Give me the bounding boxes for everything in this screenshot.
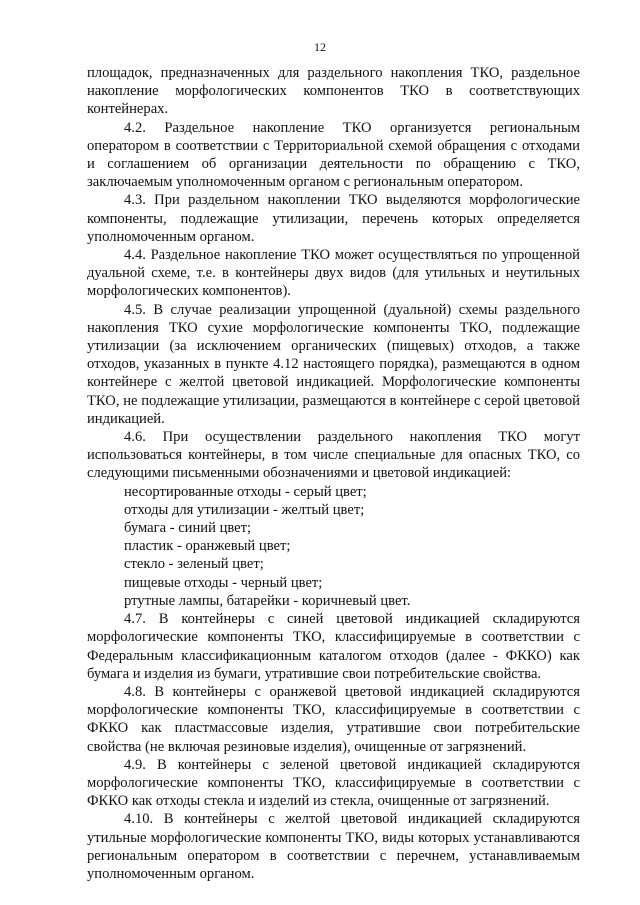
list-item: стекло - зеленый цвет; [124, 556, 264, 573]
paragraph-4-2: 4.2. Раздельное накопление ТКО организуется региональным оператором в соответствии с Территориальной схемой обращения с отходами и соглашением об организации деятельности по обращению с ТКО, заключаемым уполномоченным органом с региональным оператором. [87, 119, 580, 191]
list-item: пищевые отходы - черный цвет; [124, 574, 323, 591]
paragraph-continuation: площадок, предназначенных для раздельного накопления ТКО, раздельное накопление морфологических компонентов ТКО в соответствующих контейнерах. [87, 65, 580, 118]
list-item: ртутные лампы, батарейки - коричневый цвет. [124, 592, 411, 609]
paragraph-4-8: 4.8. В контейнеры с оранжевой цветовой индикацией складируются морфологические компоненты ТКО, классифицируемые в соответствии с ФККО как пластмассовые изделия, утратившие свои потребительские свойства (не включая резиновые изделия), очищенные от загрязнений. [87, 683, 580, 755]
page-number: 12 [314, 40, 326, 54]
list-item: отходы для утилизации - желтый цвет; [124, 501, 365, 518]
list-item: бумага - синий цвет; [124, 520, 252, 537]
list-item: пластик - оранжевый цвет; [124, 538, 291, 555]
paragraph-4-7: 4.7. В контейнеры с синей цветовой индикацией складируются морфологические компоненты ТКО, классифицируемые в соответствии с Федеральным классификационным каталогом отходов (далее - ФККО) как бумага и изделия из бумаги, утратившие свои потребительские свойства. [87, 611, 580, 682]
paragraph-4-3: 4.3. При раздельном накоплении ТКО выделяются морфологические компоненты, подлежащие утилизации, перечень которых определяется уполномоченным органом. [87, 192, 580, 245]
list-item: несортированные отходы - серый цвет; [124, 483, 367, 500]
paragraph-4-4: 4.4. Раздельное накопление ТКО может осуществляться по упрощенной дуальной схеме, т.е. в контейнеры двух видов (для утильных и неутильных морфологических компонентов). [87, 247, 580, 300]
paragraph-4-5: 4.5. В случае реализации упрощенной (дуальной) схемы раздельного накопления ТКО сухие морфологические компоненты ТКО, подлежащие утилизации (за исключением органических (пищевых) отходов, а также отходов, указанных в пункте 4.12 настоящего порядка), размещаются в одном контейнере с желтой цветовой индикацией. Морфологические компоненты ТКО, не подлежащие утилизации, размещаются в контейнере с серой цветовой индикацией. [87, 301, 580, 427]
paragraph-4-6: 4.6. При осуществлении раздельного накопления ТКО могут использоваться контейнеры, в том числе специальные для опасных ТКО, со следующими письменными обозначениями и цветовой индикацией: [87, 429, 580, 482]
paragraph-4-9: 4.9. В контейнеры с зеленой цветовой индикацией складируются морфологические компоненты ТКО, классифицируемые в соответствии с ФККО как отходы стекла и изделий из стекла, очищенные от загрязнений. [87, 756, 580, 810]
document-body [87, 64, 580, 883]
paragraph-4-10: 4.10. В контейнеры с желтой цветовой индикацией складируются утильные морфологические компоненты ТКО, виды которых устанавливаются региональным оператором в соответствии с перечнем, устанавливаемым уполномоченным органом. [87, 811, 580, 882]
